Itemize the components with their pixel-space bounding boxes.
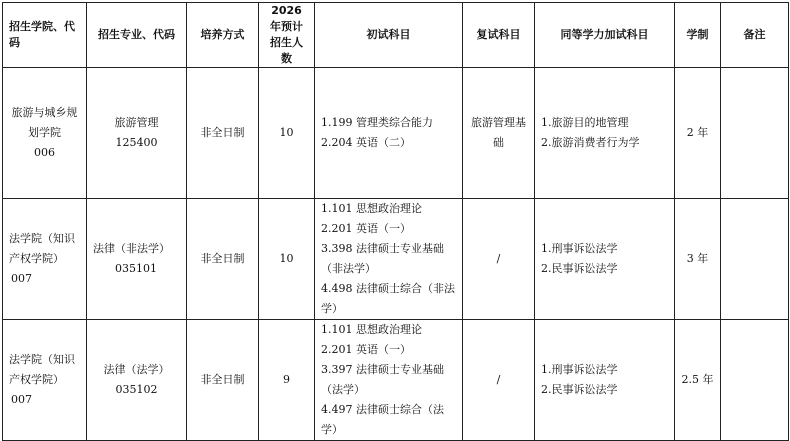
subject-item: 2.204 英语（二） bbox=[321, 136, 411, 149]
initial-subjects-cell bbox=[315, 320, 463, 441]
major-code: 125400 bbox=[115, 136, 158, 149]
quota-cell: 10 bbox=[259, 68, 315, 199]
extra-subjects-cell bbox=[535, 68, 675, 199]
subject-item: 3.397 法律硕士专业基础 bbox=[321, 363, 444, 376]
note-cell bbox=[721, 68, 789, 199]
college-cell bbox=[3, 320, 87, 441]
subject-item: 3.398 法律硕士专业基础 bbox=[321, 242, 444, 255]
major-cell bbox=[87, 68, 187, 199]
note-cell bbox=[721, 199, 789, 320]
college-code: 007 bbox=[11, 393, 32, 406]
retest-line: / bbox=[496, 252, 501, 265]
college-line: 产权学院） bbox=[9, 373, 64, 386]
retest-line: 础 bbox=[493, 136, 504, 149]
header-mode: 培养方式 bbox=[187, 3, 259, 68]
years-cell: 3 年 bbox=[675, 199, 721, 320]
extra-subjects-cell bbox=[535, 320, 675, 441]
extra-item: 1.刑事诉讼法学 bbox=[541, 363, 618, 376]
subject-item: 1.199 管理类综合能力 bbox=[321, 116, 433, 129]
retest-cell bbox=[463, 199, 535, 320]
subject-item: 4.497 法律硕士综合（法学） bbox=[321, 403, 444, 436]
retest-line: 旅游管理基 bbox=[471, 116, 526, 129]
initial-subjects-cell bbox=[315, 68, 463, 199]
extra-item: 1.刑事诉讼法学 bbox=[541, 242, 618, 255]
quota-cell: 9 bbox=[259, 320, 315, 441]
subject-item: （非法学） bbox=[321, 262, 376, 275]
mode-cell: 非全日制 bbox=[187, 68, 259, 199]
years-cell: 2 年 bbox=[675, 68, 721, 199]
extra-subjects-cell bbox=[535, 199, 675, 320]
initial-subjects-cell bbox=[315, 199, 463, 320]
college-code: 007 bbox=[11, 272, 32, 285]
major-code: 035102 bbox=[115, 383, 158, 396]
header-college: 招生学院、代码 bbox=[3, 3, 87, 68]
extra-item: 2.旅游消费者行为学 bbox=[541, 136, 640, 149]
table-row bbox=[3, 68, 789, 199]
college-line: 旅游与城乡规 bbox=[11, 106, 78, 119]
header-years: 学制 bbox=[675, 3, 721, 68]
extra-item: 2.民事诉讼法学 bbox=[541, 383, 618, 396]
major-cell bbox=[87, 320, 187, 441]
college-line: 法学院（知识 bbox=[9, 353, 75, 366]
college-cell bbox=[3, 68, 87, 199]
major-name: 旅游管理 bbox=[114, 116, 159, 129]
subject-item: 4.498 法律硕士综合（非法学） bbox=[321, 282, 455, 315]
college-line: 产权学院） bbox=[9, 252, 64, 265]
mode-cell: 非全日制 bbox=[187, 199, 259, 320]
header-row bbox=[3, 3, 789, 68]
major-cell bbox=[87, 199, 187, 320]
header-major: 招生专业、代码 bbox=[87, 3, 187, 68]
admissions-table bbox=[2, 2, 789, 441]
retest-cell bbox=[463, 320, 535, 441]
college-line: 法学院（知识 bbox=[9, 232, 75, 245]
retest-line: / bbox=[496, 373, 501, 386]
major-name: 法律（非法学） bbox=[93, 242, 170, 255]
header-initial-subjects: 初试科目 bbox=[315, 3, 463, 68]
header-quota: 2026 年预计招生人数 bbox=[259, 3, 315, 68]
mode-cell: 非全日制 bbox=[187, 320, 259, 441]
extra-item: 1.旅游目的地管理 bbox=[541, 116, 629, 129]
college-line: 划学院 bbox=[28, 126, 61, 139]
header-extra-subjects: 同等学力加试科目 bbox=[535, 3, 675, 68]
header-note: 备注 bbox=[721, 3, 789, 68]
subject-item: 2.201 英语（一） bbox=[321, 222, 411, 235]
table-row bbox=[3, 199, 789, 320]
header-retest-subjects: 复试科目 bbox=[463, 3, 535, 68]
subject-item: 1.101 思想政治理论 bbox=[321, 202, 422, 215]
extra-item: 2.民事诉讼法学 bbox=[541, 262, 618, 275]
major-name: 法律（法学） bbox=[103, 363, 170, 376]
college-code: 006 bbox=[34, 146, 55, 159]
years-cell: 2.5 年 bbox=[675, 320, 721, 441]
note-cell bbox=[721, 320, 789, 441]
subject-item: （法学） bbox=[321, 383, 365, 396]
quota-cell: 10 bbox=[259, 199, 315, 320]
major-code: 035101 bbox=[115, 262, 157, 275]
college-cell bbox=[3, 199, 87, 320]
subject-item: 1.101 思想政治理论 bbox=[321, 323, 422, 336]
retest-cell bbox=[463, 68, 535, 199]
table-row bbox=[3, 320, 789, 441]
subject-item: 2.201 英语（一） bbox=[321, 343, 411, 356]
